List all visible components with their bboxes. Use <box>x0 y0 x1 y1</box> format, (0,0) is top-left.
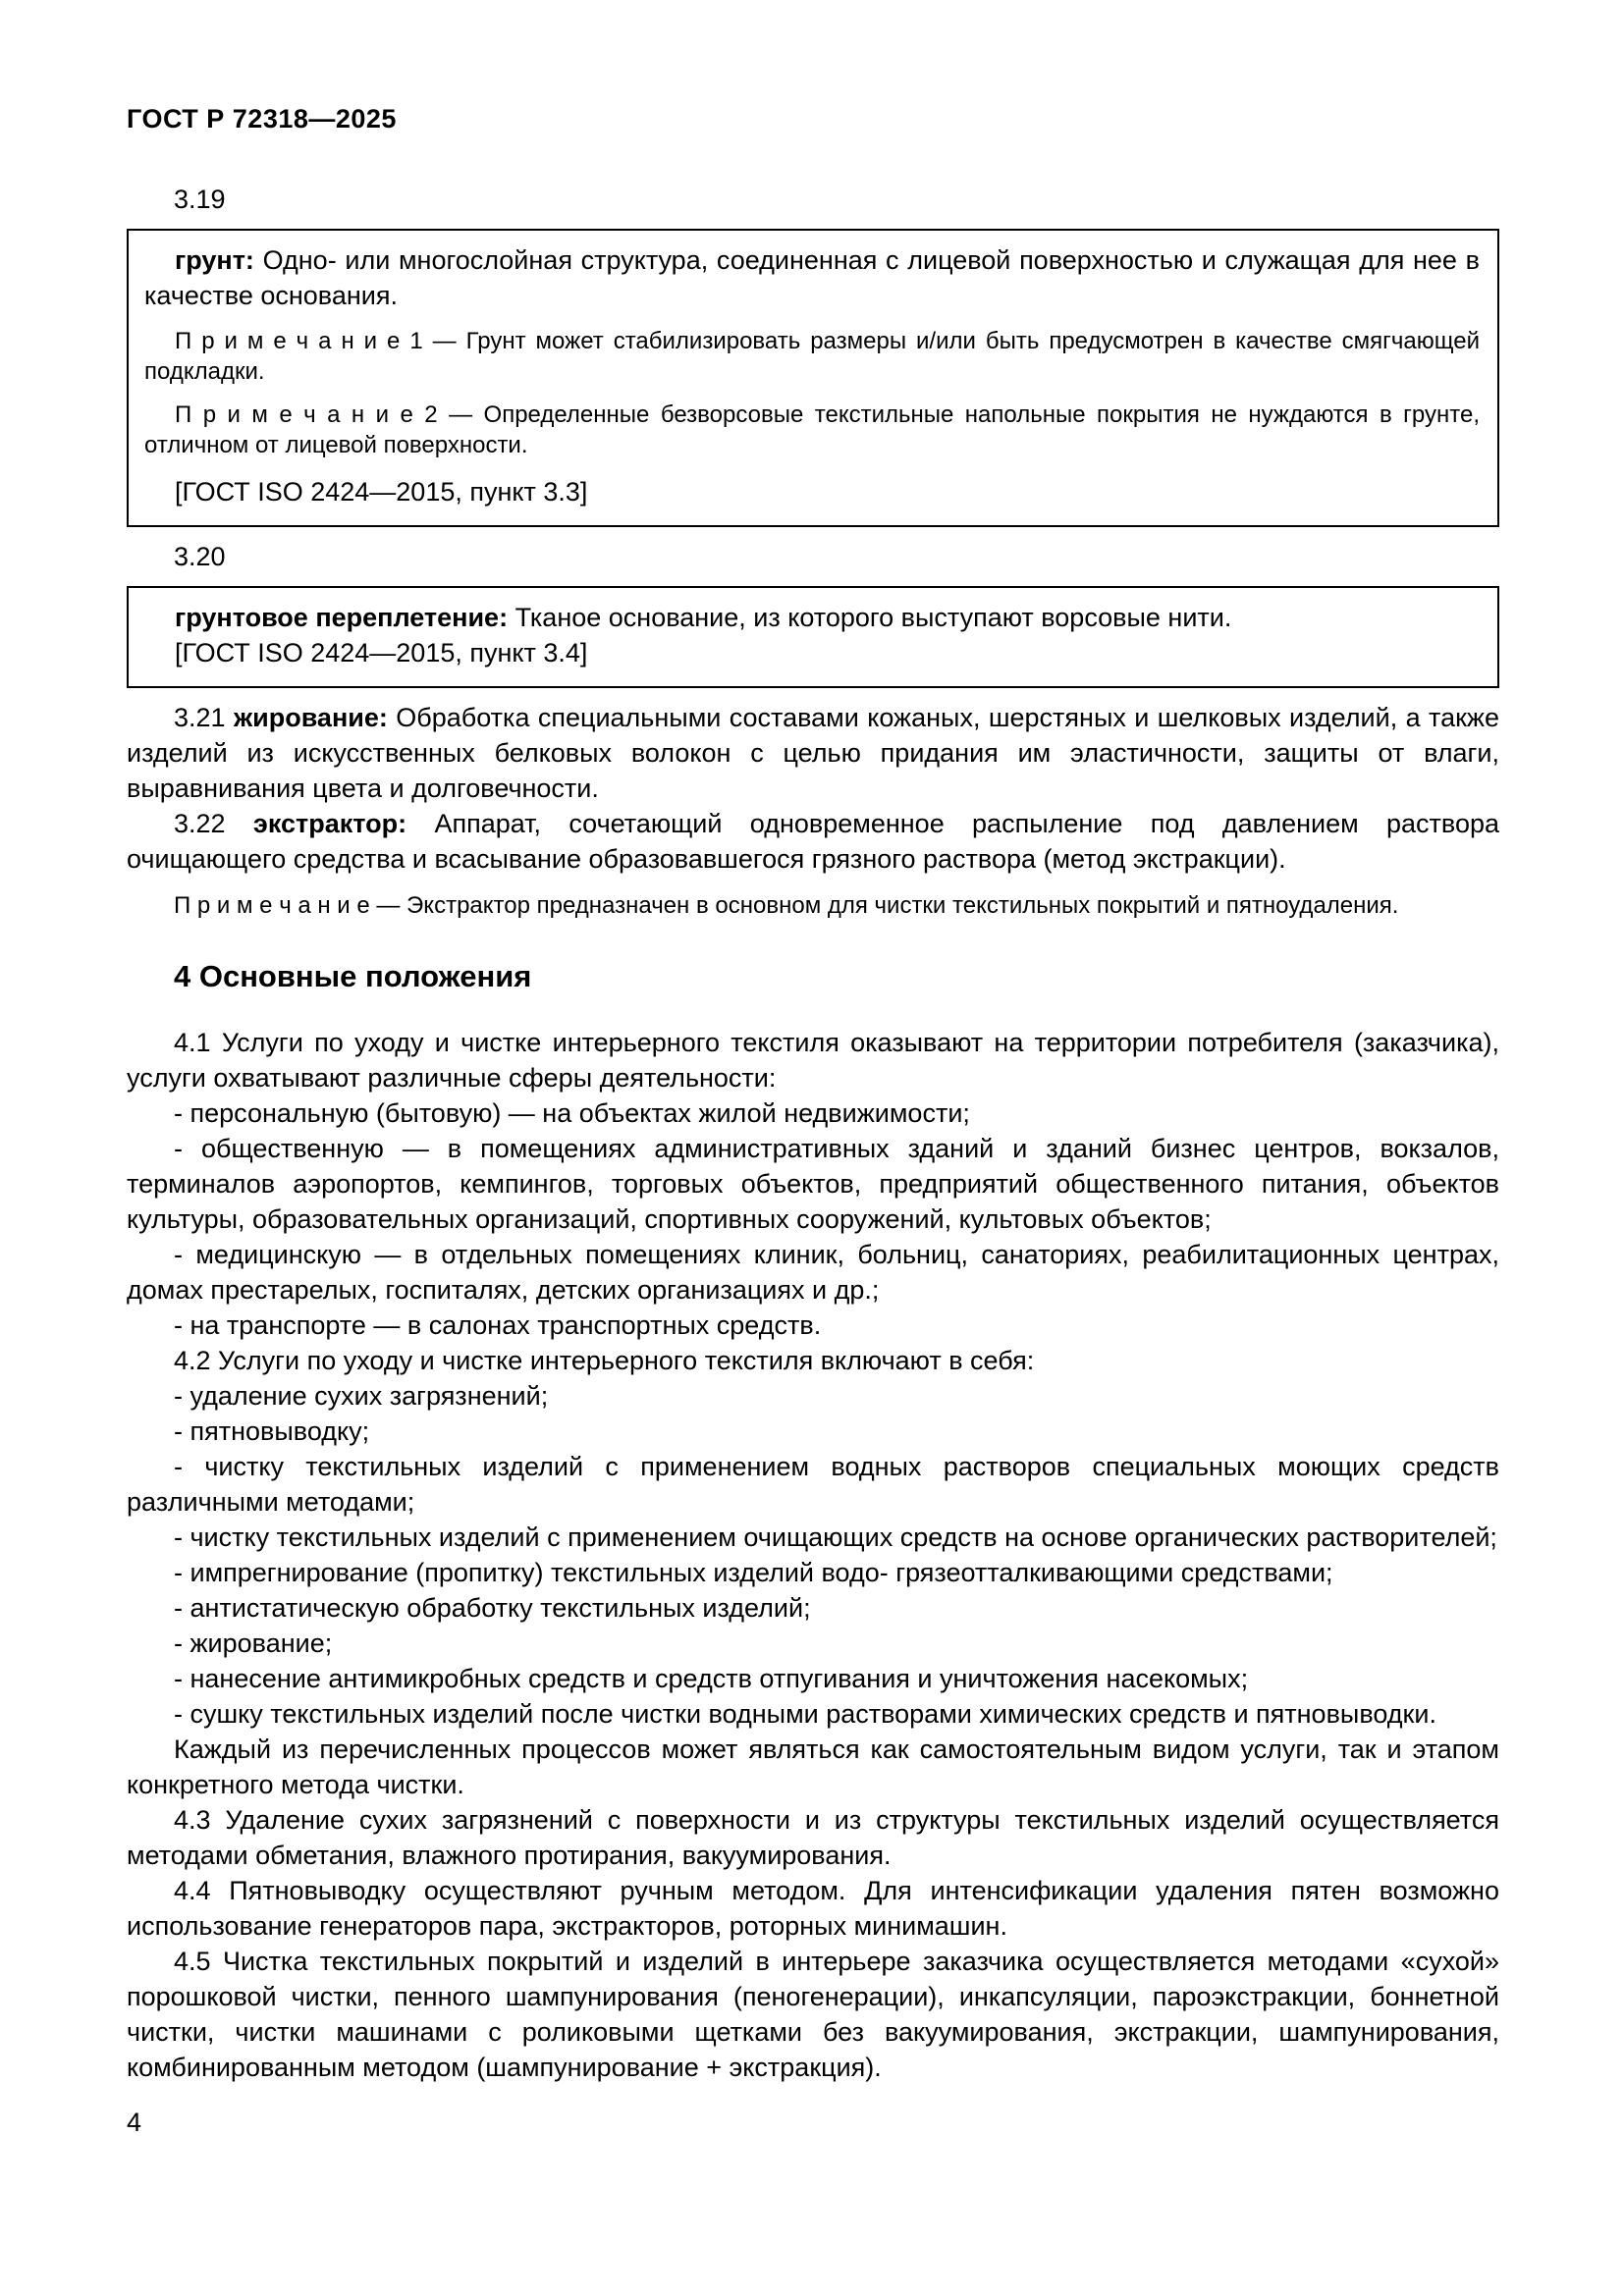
note-1: П р и м е ч а н и е 1 — Грунт может стабилизировать размеры и/или быть предусмотрен в качестве смягчающей подкладки. <box>144 328 1480 385</box>
source-reference: [ГОСТ ISO 2424—2015, пункт 3.4] <box>175 638 588 667</box>
note-2: П р и м е ч а н и е 2 — Определенные безворсовые текстильные напольные покрытия не нуждаются в грунте, отличном от лицевой поверхности. <box>144 401 1480 458</box>
para-4-5: 4.5 Чистка текстильных покрытий и изделий в интерьере заказчика осуществляется методами «сухой» порошковой чистки, пенного шампунирования (пеногенерации), инкапсуляции, пароэкстракции, боннетной чистки, чистки машинами с роликовыми щетками без вакуумирования, экстракции, шампунирования, комбинированным методом (шампунирование + экстракция). <box>127 1947 1499 2082</box>
para-4-1: 4.1 Услуги по уходу и чистке интерьерного текстиля оказывают на территории потребителя (заказчика), услуги охватывают различные сферы деятельности: <box>127 1028 1499 1093</box>
term-word: грунт: <box>175 245 254 275</box>
list-item: - пятновыводку; <box>174 1416 370 1446</box>
list-item: - жирование; <box>174 1629 333 1658</box>
para-4-3: 4.3 Удаление сухих загрязнений с поверхности и из структуры текстильных изделий осуществляется методами обметания, влажного протирания, вакуумирования. <box>127 1805 1499 1870</box>
list-item: - нанесение антимикробных средств и средств отпугивания и уничтожения насекомых; <box>174 1664 1249 1693</box>
term-entry-3-22 <box>127 806 1499 877</box>
doc-code-header: ГОСТ Р 72318—2025 <box>127 104 397 133</box>
page-number: 4 <box>127 2108 142 2137</box>
term-word: жирование: <box>233 703 388 732</box>
list-item: - удаление сухих загрязнений; <box>174 1381 549 1411</box>
list-item: - на транспорте — в салонах транспортных средств. <box>174 1310 822 1340</box>
list-item: - медицинскую — в отдельных помещениях клиник, больниц, санаториях, реабилитационных центрах, домах престарелых, госпиталях, детских организациях и др.; <box>127 1240 1499 1305</box>
section-heading-4: 4 Основные положения <box>174 959 532 993</box>
definition-box-3-19 <box>127 229 1499 527</box>
source-reference: [ГОСТ ISO 2424—2015, пункт 3.3] <box>175 477 588 507</box>
para-4-2: 4.2 Услуги по уходу и чистке интерьерного текстиля включают в себя: <box>174 1346 1035 1375</box>
list-item: - чистку текстильных изделий с применением очищающих средств на основе органических растворителей; <box>174 1522 1497 1552</box>
note-3-22: П р и м е ч а н и е — Экстрактор предназначен в основном для чистки текстильных покрытий и пятноудаления. <box>174 892 1399 919</box>
list-item: - сушку текстильных изделий после чистки водными растворами химических средств и пятновыводки. <box>174 1699 1436 1729</box>
para-4-2-tail: Каждый из перечисленных процессов может являться как самостоятельным видом услуги, так и этапом конкретного метода чистки. <box>127 1735 1499 1799</box>
term-number: 3.22 <box>174 809 226 838</box>
term-definition: Одно- или многослойная структура, соединенная с лицевой поверхностью и служащая для нее в качестве основания. <box>144 245 1480 310</box>
term-definition: Аппарат, сочетающий одновременное распыление под давлением раствора очищающего средства и всасывание образовавшегося грязного раствора (метод экстракции). <box>127 809 1499 874</box>
term-entry-3-19 <box>144 242 1480 313</box>
list-item: - антистатическую обработку текстильных изделий; <box>174 1593 811 1623</box>
definition-box-3-20 <box>127 586 1499 688</box>
term-definition: Обработка специальными составами кожаных, шерстяных и шелковых изделий, а также изделий из искусственных белковых волокон с целью придания им эластичности, защиты от влаги, выравнивания цвета и долговечности. <box>127 703 1499 803</box>
term-number: 3.21 <box>174 703 226 732</box>
list-item: - общественную — в помещениях административных зданий и зданий бизнес центров, вокзалов, терминалов аэропортов, кемпингов, торговых объектов, предприятий общественного питания, объектов культуры, образовательных организаций, спортивных сооружений, культовых объектов; <box>127 1134 1499 1234</box>
list-item: - персональную (бытовую) — на объектах жилой недвижимости; <box>174 1098 970 1128</box>
term-number-3-19: 3.19 <box>174 185 226 214</box>
para-4-4: 4.4 Пятновыводку осуществляют ручным методом. Для интенсификации удаления пятен возможно использование генераторов пара, экстракторов, роторных минимашин. <box>127 1876 1499 1941</box>
term-number-3-20: 3.20 <box>174 542 226 571</box>
term-entry-3-20 <box>144 600 1480 635</box>
term-word: грунтовое переплетение: <box>175 603 509 632</box>
term-definition: Тканое основание, из которого выступают ворсовые нити. <box>514 603 1232 632</box>
list-item: - чистку текстильных изделий с применением водных растворов специальных моющих средств различными методами; <box>127 1452 1499 1517</box>
list-item: - импрегнирование (пропитку) текстильных изделий водо- грязеотталкивающими средствами; <box>174 1558 1333 1587</box>
term-entry-3-21 <box>127 700 1499 806</box>
term-word: экстрактор: <box>252 809 407 838</box>
